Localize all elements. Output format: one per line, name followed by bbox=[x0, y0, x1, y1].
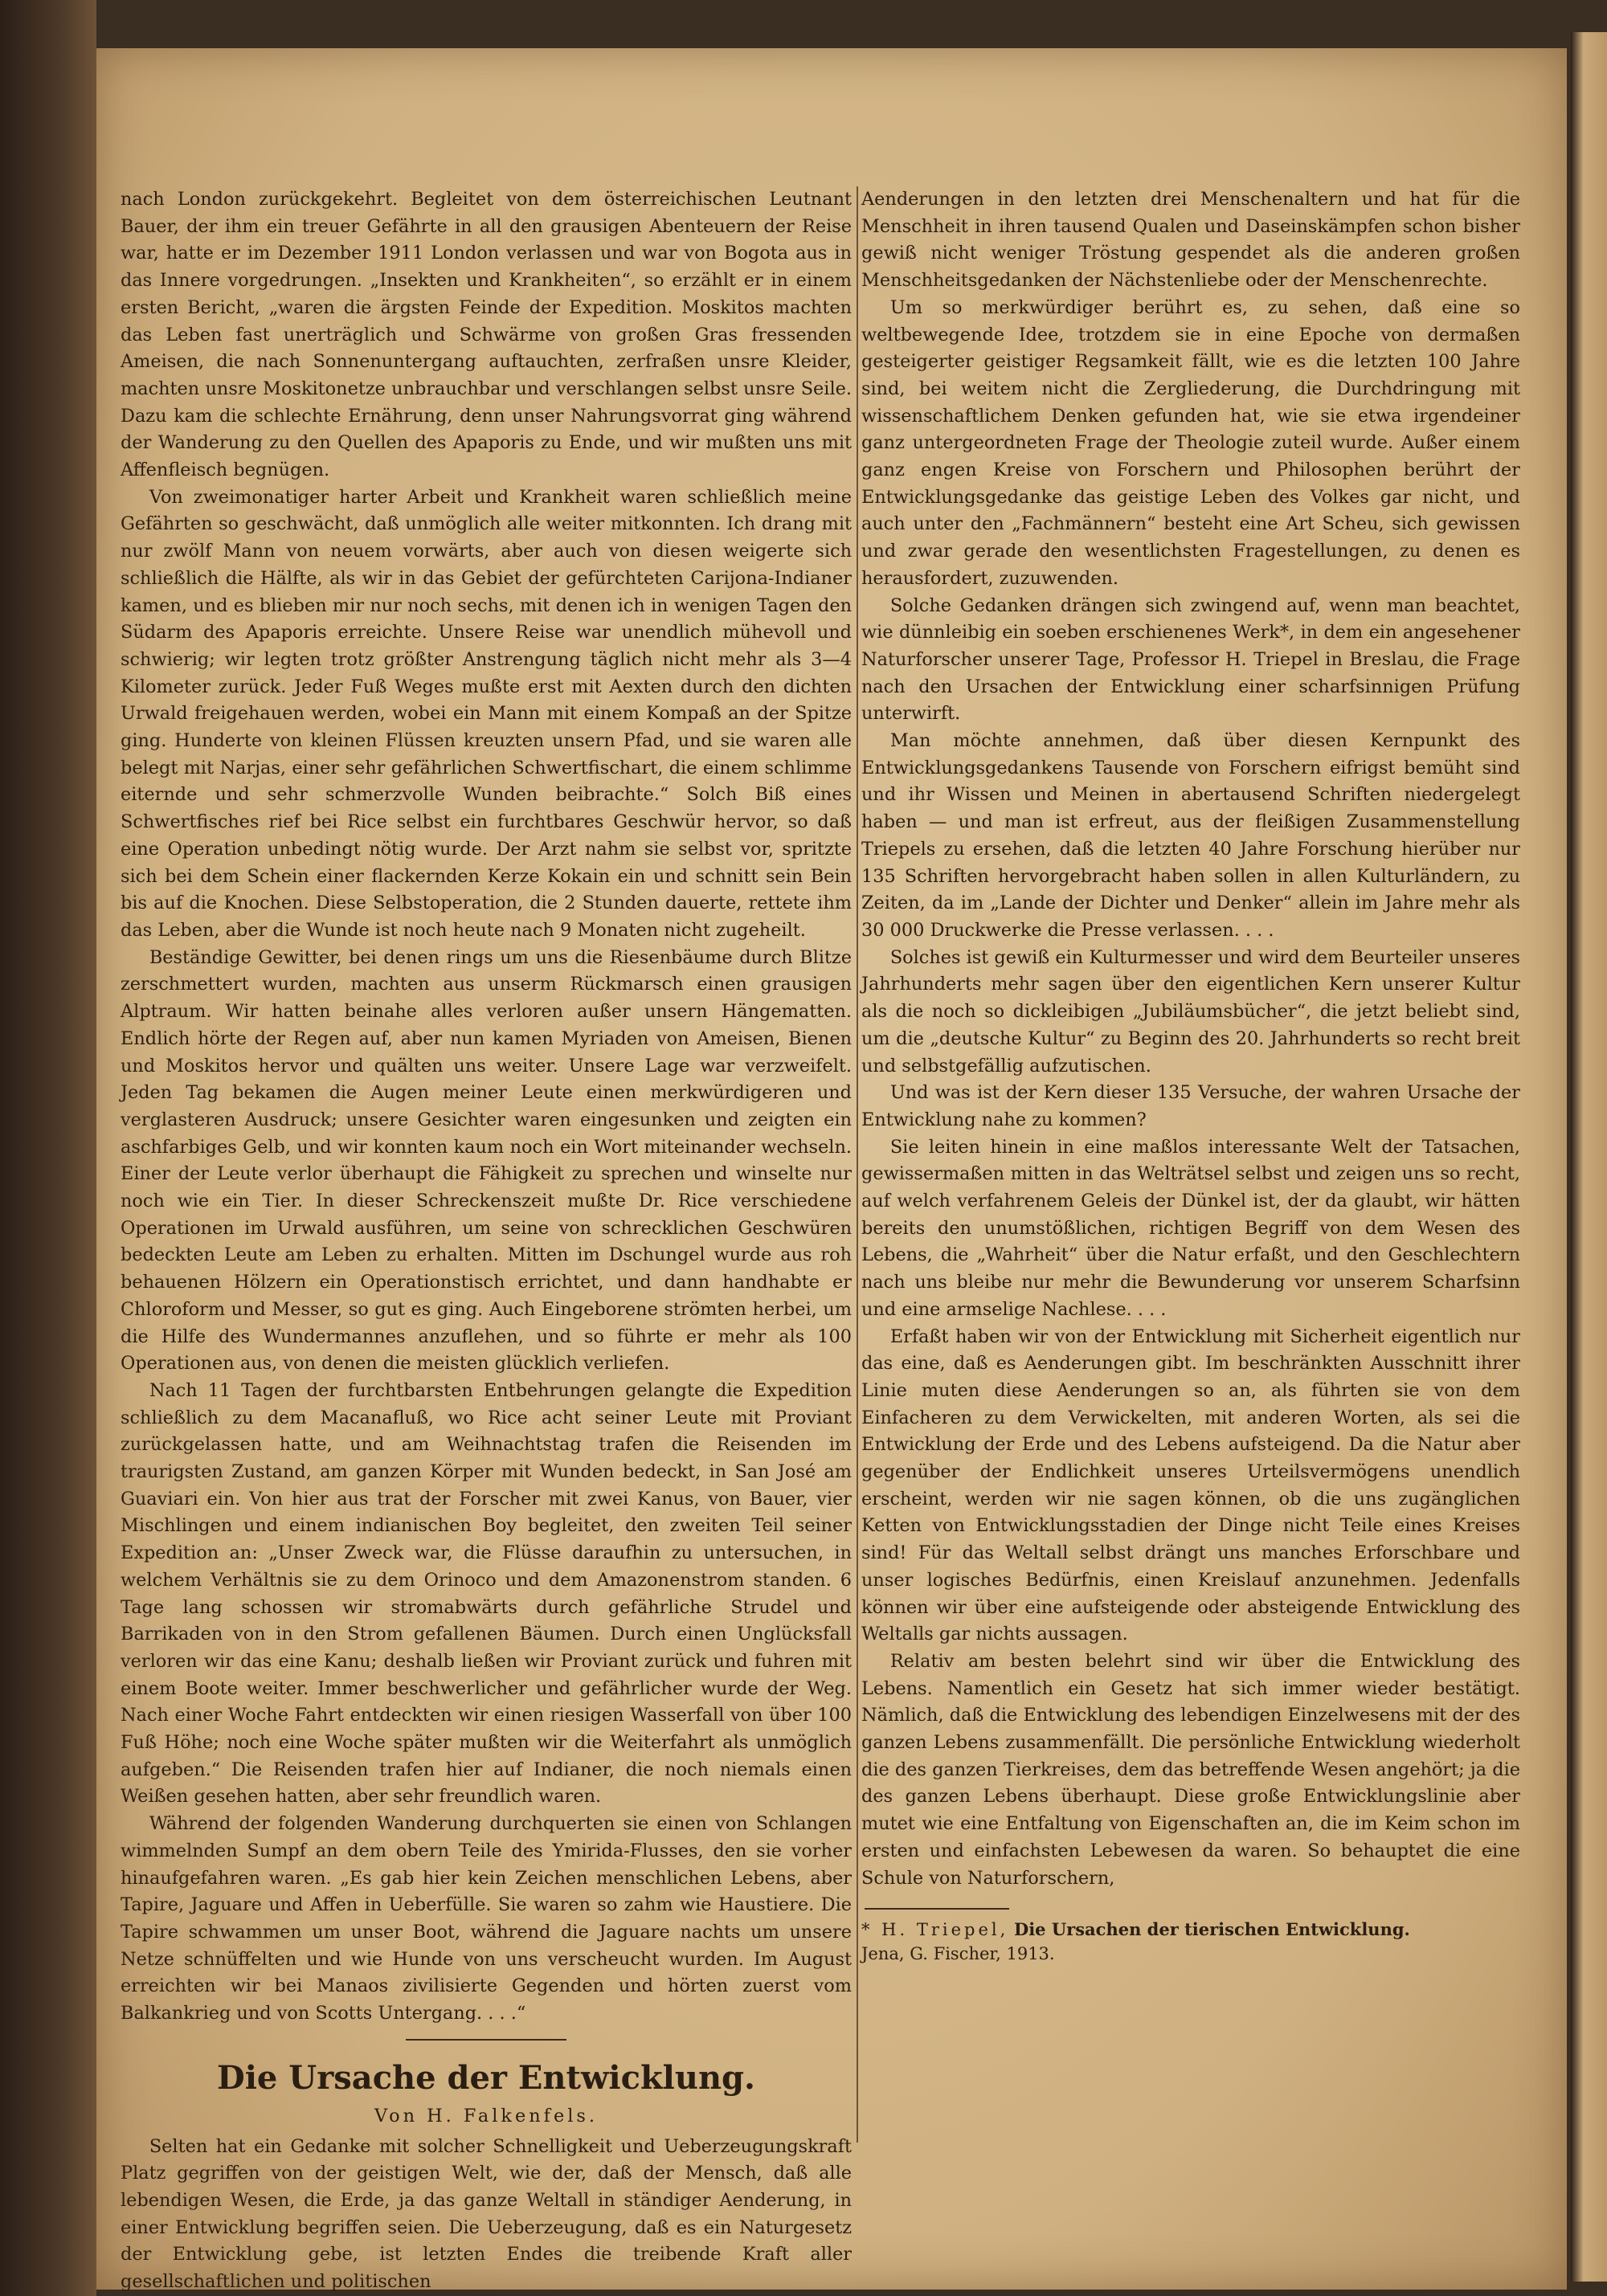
paragraph: Relativ am besten belehrt sind wir über die Entwicklung des Lebens. Namentlich ein Gesetz hat sich immer wieder bestätigt. Nämlich, daß die Entwicklung des lebendigen Einzelwesens mit der des ganzen Lebens zusammenfällt. Die persönliche Entwicklung wiederholt die des ganzen Tierkreises, dem das betreffende Wesen angehört; ja die des ganzen Lebens überhaupt. Diese große Entwicklungslinie aber mutet wie eine Entfaltung von Eigenschaften an, die im Keim schon im ersten und einfachsten Lebewesen da waren. So behauptet die eine Schule von Naturforschern, bbox=[861, 1650, 1520, 1889]
footnote-publisher: Jena, G. Fischer, 1913. bbox=[861, 1944, 1055, 1964]
column-divider bbox=[857, 186, 858, 2143]
article-byline: Von H. Falkenfels. bbox=[374, 2105, 598, 2126]
left-column bbox=[121, 186, 852, 2296]
paragraph: Man möchte annehmen, daß über diesen Kernpunkt des Entwicklungsgedankens Tausende von Forschern eifrigst bemüht sind und ihr Wissen und Meinen in abertausend Schriften niedergelegt haben — und man ist erfreut, aus der fleißigen Zusammenstellung Triepels zu ersehen, daß die letzten 40 Jahre Forschung hierüber nur 135 Schriften hervorgebracht haben sollen in allen Kulturländern, zu Zeiten, da im „Lande der Dichter und Denker“ allein im Jahre mehr als 30 000 Druckwerke die Presse verlassen. . . . bbox=[861, 730, 1520, 941]
section-divider bbox=[406, 2039, 566, 2041]
book-binding-left bbox=[0, 0, 96, 2296]
paragraph: Um so merkwürdiger berührt es, zu sehen, daß eine so weltbewegende Idee, trotzdem sie in eine Epoche von dermaßen gesteigerter geistiger Regsamkeit fällt, wie es die letzten 100 Jahre sind, bei weitem nicht die Zergliederung, die Durchdringung mit wissenschaftlichem Denken gefunden hat, wie sie etwa irgendeiner ganz untergeordneten Frage der Theologie zuteil wurde. Außer einem ganz engen Kreise von Forschern und Philosophen berührt der Entwicklungsgedanke das geistige Leben des Volkes gar nicht, und auch unter den „Fachmännern“ besteht eine Art Scheu, sich gewissen und zwar gerade den wesentlichsten Fragestellungen, zu denen es herausfordert, zuzuwenden. bbox=[861, 296, 1520, 589]
paragraph: Aenderungen in den letzten drei Menschenaltern und hat für die Menschheit in ihren tausend Qualen und Daseinskämpfen schon bisher gewiß nicht weniger Tröstung gespendet als die anderen großen Menschheitsgedanken der Nächstenliebe oder der Menschenrechte. bbox=[861, 189, 1520, 292]
footnote-author: * H. Triepel, bbox=[861, 1920, 1009, 1940]
paragraph: Nach 11 Tagen der furchtbarsten Entbehrungen gelangte die Expedition schließlich zu dem Macanafluß, wo Rice acht seiner Leute mit Proviant zurückgelassen hatte, und am Weihnachtstag trafen die Reisenden im traurigsten Zustand, am ganzen Körper mit Wunden bedeckt, in San José am Guaviari ein. Von hier aus trat der Forscher mit zwei Kanus, von Bauer, vier Mischlingen und einem indianischen Boy begleitet, den zweiten Teil seiner Expedition an: „Unser Zweck war, die Flüsse daraufhin zu untersuchen, in welchem Verhältnis sie zu dem Orinoco und dem Amazonenstrom standen. 6 Tage lang schossen wir stromabwärts durch gefährliche Strudel und Barrikaden von in den Strom gefallenen Bäumen. Durch einen Unglücksfall verloren wir das eine Kanu; deshalb ließen wir Proviant zurück und fuhren mit einem Boote weiter. Immer beschwerlicher und gefährlicher wurde der Weg. Nach einer Woche Fahrt entdeckten wir einen riesigen Wasserfall von über 100 Fuß Höhe; noch eine Woche später mußten wir die Weiterfahrt als unmöglich aufgeben.“ Die Reisenden trafen hier auf Indianer, die noch niemals einen Weißen gesehen hatten, aber sehr freundlich waren. bbox=[121, 1379, 852, 1808]
paragraph: Von zweimonatiger harter Arbeit und Krankheit waren schließlich meine Gefährten so geschwächt, daß unmöglich alle weiter mitkonnten. Ich drang mit nur zwölf Mann von neuem vorwärts, aber auch von diesen weigerte sich schließlich die Hälfte, als wir in das Gebiet der gefürchteten Carijona-Indianer kamen, und es blieben mir nur noch sechs, mit denen ich in wenigen Tagen den Südarm des Apaporis erreichte. Unsere Reise war unendlich mühevoll und schwierig; wir legten trotz größter Anstrengung täglich nicht mehr als 3—4 Kilometer zurück. Jeder Fuß Weges mußte erst mit Aexten durch den dichten Urwald freigehauen werden, wobei ein Mann mit einem Kompaß an der Spitze ging. Hunderte von kleinen Flüssen kreuzten unsern Pfad, und sie waren alle belegt mit Narjas, einer sehr gefährlichen Schwertfischart, die einem schlimme eiternde und sehr schmerzvolle Wunden beibrachte.“ Solch Biß eines Schwertfisches rief bei Rice selbst ein furchtbares Geschwür hervor, so daß eine Operation unbedingt nötig wurde. Der Arzt nahm sie selbst vor, spritzte sich bei dem Schein einer flackernden Kerze Kokain ein und schnitt sein Bein bis auf die Knochen. Diese Selbstoperation, die 2 Stunden dauerte, rettete ihm das Leben, aber die Wunde ist noch heute nach 9 Monaten nicht zugeheilt. bbox=[121, 486, 852, 941]
footnote-title: Die Ursachen der tierischen Entwicklung. bbox=[1013, 1919, 1410, 1940]
right-column bbox=[861, 186, 1520, 1966]
paragraph: Und was ist der Kern dieser 135 Versuche, der wahren Ursache der Entwicklung nahe zu kommen? bbox=[861, 1082, 1520, 1130]
paragraph: nach London zurückgekehrt. Begleitet von dem österreichischen Leutnant Bauer, der ihm ein treuer Gefährte in all den grausigen Abenteuern der Reise war, hatte er im Dezember 1911 London verlassen und war von Bogota aus in das Innere vorgedrungen. „Insekten und Krankheiten“, so erzählt er in einem ersten Bericht, „waren die ärgsten Feinde der Expedition. Moskitos machten das Leben fast unerträglich und Schwärme von großen Gras fressenden Ameisen, die nach Sonnenuntergang auftauchten, zerfraßen unsre Kleider, machten unsre Moskitonetze unbrauchbar und verschlangen selbst unsre Seile. Dazu kam die schlechte Ernährung, denn unser Nahrungsvorrat ging während der Wanderung zu den Quellen des Apaporis zu Ende, und wir mußten uns mit Affenfleisch begnügen. bbox=[121, 189, 852, 481]
paragraph: Während der folgenden Wanderung durchquerten sie einen von Schlangen wimmelnden Sumpf an dem obern Teile des Ymirida-Flusses, den sie vorher hinaufgefahren waren. „Es gab hier kein Zeichen menschlichen Lebens, aber Tapire, Jaguare und Affen in Ueberfülle. Sie waren so zahm wie Haustiere. Die Tapire schwammen um unser Boot, während die Jaguare nachts um unsere Netze schnüffelten und wie Hunde von uns verscheucht wurden. Im August erreichten wir bei Manaos zivilisierte Gegenden und hörten zuerst vom Balkankrieg und von Scotts Untergang. . . .“ bbox=[121, 1813, 852, 2024]
paragraph: Sie leiten hinein in eine maßlos interessante Welt der Tatsachen, gewissermaßen mitten in das Welträtsel selbst und zeigen uns so recht, auf welch verfahrenem Geleis der Dünkel ist, der da glaubt, wir hätten bereits den unumstößlichen, richtigen Begriff von dem Wesen des Lebens, die „Wahrheit“ über die Natur erfaßt, und den Geschlechtern nach uns bleibe nur mehr die Bewunderung vor unserem Scharfsinn und eine armselige Nachlese. . . . bbox=[861, 1136, 1520, 1320]
paragraph: Beständige Gewitter, bei denen rings um uns die Riesenbäume durch Blitze zerschmettert wurden, machten aus unserm Rückmarsch einen grausigen Alptraum. Wir hatten beinahe alles verloren außer unsern Hängematten. Endlich hörte der Regen auf, aber nun kamen Myriaden von Ameisen, Bienen und Moskitos hervor und quälten uns weiter. Unsere Lage war verzweifelt. Jeden Tag bekamen die Augen meiner Leute einen merkwürdigeren und verglasteren Ausdruck; unsere Gesichter waren eingesunken und zeigten ein aschfarbiges Gelb, und wir konnten kaum noch ein Wort miteinander wechseln. Einer der Leute verlor überhaupt die Fähigkeit zu sprechen und winselte nur noch wie ein Tier. In dieser Schreckenszeit mußte Dr. Rice verschiedene Operationen im Urwald ausführen, um seine von schrecklichen Geschwüren bedeckten Leute am Leben zu erhalten. Mitten im Dschungel wurde aus roh behauenen Hölzern ein Operationstisch errichtet, und dann handhabte er Chloroform und Messer, so gut es ging. Auch Eingeborene strömten herbei, um die Hilfe des Wundermannes anzuflehen, und so führte er mehr als 100 Operationen aus, von denen die meisten glücklich verliefen. bbox=[121, 946, 852, 1375]
footnote-divider bbox=[865, 1908, 1009, 1910]
paragraph: Solche Gedanken drängen sich zwingend auf, wenn man beachtet, wie dünnleibig ein soeben erschienenes Werk*, in dem ein angesehener Naturforscher unserer Tage, Professor H. Triepel in Breslau, die Frage nach den Ursachen der Entwicklung einer scharfsinnigen Prüfung unterwirft. bbox=[861, 594, 1520, 725]
footnote bbox=[861, 1918, 1520, 1966]
paragraph: Solches ist gewiß ein Kulturmesser und wird dem Beurteiler unseres Jahrhunderts mehr sagen über den eigentlichen Kern unserer Kultur als die noch so dickleibigen „Jubiläumsbücher“, die jetzt beliebt sind, um die „deutsche Kultur“ zu Beginn des 20. Jahrhunderts so recht breit und selbstgefällig aufzutischen. bbox=[861, 946, 1521, 1077]
adjacent-page-edge bbox=[1571, 32, 1607, 2282]
paragraph: Erfaßt haben wir von der Entwicklung mit Sicherheit eigentlich nur das eine, daß es Aenderungen gibt. Im beschränkten Ausschnitt ihrer Linie muten diese Aenderungen so an, als führten sie von dem Einfacheren zu dem Verwickelten, mit anderen Worten, als sei die Entwicklung der Erde und des Lebens aufsteigend. Da die Natur aber gegenüber der Endlichkeit unseres Urteilsvermögens unendlich erscheint, werden wir nie sagen können, ob die uns zugänglichen Ketten von Entwicklungsstadien der Dinge nicht Teile eines Kreises sind! Für das Weltall selbst drängt uns manches Erforschbare und unser logisches Bedürfnis, einen Kreislauf anzunehmen. Jedenfalls können wir über eine aufsteigende oder absteigende Entwicklung des Weltalls gar nichts aussagen. bbox=[861, 1326, 1520, 1645]
article-title: Die Ursache der Entwicklung. bbox=[217, 2058, 755, 2097]
article-intro: Selten hat ein Gedanke mit solcher Schnelligkeit und Ueberzeugungskraft Platz gegriffen von der geistigen Welt, wie der, daß der Mensch, daß alle lebendigen Wesen, die Erde, ja das ganze Weltall in ständiger Aenderung, in einer Entwicklung begriffen seien. Die Ueberzeugung, daß es ein Naturgesetz der Entwicklung gebe, ist letzten Endes die treibende Kraft aller gesellschaftlichen und politischen bbox=[121, 2135, 852, 2293]
